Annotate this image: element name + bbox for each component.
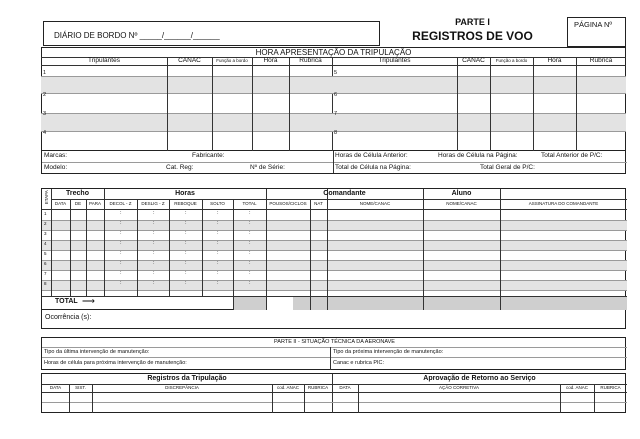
time-colon: :	[120, 210, 122, 216]
time-colon: :	[249, 250, 251, 256]
time-colon: :	[185, 220, 187, 226]
page-title: REGISTROS DE VOO	[412, 29, 533, 43]
col-decol: DECOL - Z	[109, 201, 132, 206]
serie-label: Nº de Série:	[250, 164, 285, 171]
part2-title: PARTE II - SITUAÇÃO TÉCNICA DA AERONAVE	[274, 339, 395, 345]
time-colon: :	[249, 260, 251, 266]
horas-celula-anterior: Horas de Célula Anterior:	[335, 152, 408, 159]
col-horas: Horas	[175, 190, 195, 197]
time-colon: :	[120, 230, 122, 236]
time-colon: :	[153, 270, 155, 276]
time-colon: :	[217, 270, 219, 276]
fabricante-label: Fabricante:	[192, 152, 225, 159]
time-colon: :	[249, 210, 251, 216]
col-reboque: REBOQUE	[174, 201, 197, 206]
reg-col-data: DATA	[49, 385, 62, 390]
time-colon: :	[185, 250, 187, 256]
col-etapa: ETAPA	[43, 190, 49, 205]
total-anterior-pic: Total Anterior de P/C:	[541, 152, 603, 159]
flight-row-number: 2	[44, 221, 47, 226]
time-colon: :	[153, 250, 155, 256]
col-hora: Hora	[547, 57, 562, 64]
col-pousos: POUSOS/CICLOS	[269, 201, 307, 206]
ocorrencia-label: Ocorrência (s):	[45, 314, 92, 321]
time-colon: :	[249, 270, 251, 276]
reg-col-discrepancia: DISCREPÂNCIA	[165, 385, 199, 390]
time-colon: :	[153, 220, 155, 226]
time-colon: :	[120, 240, 122, 246]
time-colon: :	[185, 230, 187, 236]
time-colon: :	[185, 270, 187, 276]
time-colon: :	[185, 280, 187, 286]
flight-row-number: 4	[44, 241, 47, 246]
col-nat: NAT	[314, 201, 323, 206]
time-colon: :	[185, 240, 187, 246]
col-comandante: Comandante	[323, 190, 366, 197]
apr-col-rubrica: RUBRICA	[600, 385, 621, 390]
time-colon: :	[153, 260, 155, 266]
col-hora: Hora	[263, 57, 278, 64]
crew-title: HORA APRESENTAÇÃO DA TRIPULAÇÃO	[255, 48, 412, 57]
crew-row-number: 1	[43, 70, 47, 76]
reg-col-sist: SIST.	[75, 385, 86, 390]
col-nome-canac: NOME/CANAC	[359, 201, 391, 206]
crew-left	[41, 57, 332, 151]
crew-row-number: 8	[334, 130, 338, 136]
flights-table	[41, 188, 626, 310]
col-de: DE	[74, 201, 82, 206]
crew-row-number: 7	[334, 111, 338, 117]
time-colon: :	[153, 230, 155, 236]
crew-row-number: 6	[334, 92, 338, 98]
col-rubrica: Rubrica	[299, 57, 322, 64]
aircraft-info	[41, 151, 626, 174]
time-colon: :	[120, 260, 122, 266]
diario-label: DIÁRIO DE BORDO Nº _____/______/______	[54, 31, 220, 40]
modelo-label: Modelo:	[44, 164, 68, 171]
time-colon: :	[217, 220, 219, 226]
col-tripulantes: Tripulantes	[378, 57, 411, 64]
time-colon: :	[153, 240, 155, 246]
proxima-intervencao: Tipo da próxima intervenção de manutenção:	[333, 349, 444, 355]
apr-col-cod-anac: cod. ANAC	[565, 385, 588, 390]
page-number-label: PÁGINA Nº	[574, 20, 613, 29]
marcas-label: Marcas:	[44, 152, 68, 159]
crew-right	[332, 57, 626, 151]
time-colon: :	[120, 250, 122, 256]
time-colon: :	[153, 210, 155, 216]
registros-title: Registros da Tripulação	[147, 375, 227, 382]
time-colon: :	[249, 280, 251, 286]
crew-row-number: 3	[43, 111, 47, 117]
time-colon: :	[185, 210, 187, 216]
part-label: PARTE I	[455, 17, 490, 27]
apr-col-acao: AÇÃO CORRETIVA	[439, 385, 479, 390]
time-colon: :	[120, 280, 122, 286]
crew-row-number: 2	[43, 92, 47, 98]
horas-celula-proxima: Horas de célula para próxima intervenção de manutenção:	[44, 360, 187, 366]
reg-col-rubrica: RUBRICA	[307, 385, 329, 390]
registros-box	[41, 373, 626, 413]
col-aluno: Aluno	[451, 190, 472, 197]
col-rubrica: Rubrica	[589, 57, 613, 64]
time-colon: :	[249, 240, 251, 246]
time-colon: :	[217, 260, 219, 266]
time-colon: :	[249, 230, 251, 236]
col-tripulantes: Tripulantes	[88, 57, 120, 64]
flight-row-number: 3	[44, 231, 47, 236]
time-colon: :	[217, 230, 219, 236]
col-para: PARA	[89, 201, 101, 206]
col-canac: CANAC	[462, 57, 485, 64]
crew-row-number: 4	[43, 130, 47, 136]
col-total: TOTAL	[242, 201, 257, 206]
col-funcao: Função a bordo	[216, 58, 248, 63]
time-colon: :	[249, 220, 251, 226]
col-solto: SOLTO	[210, 201, 225, 206]
apr-col-data: DATA	[339, 385, 351, 390]
reg-col-cod-anac: cod. ANAC	[276, 385, 299, 390]
horas-celula-pagina: Horas de Célula na Página:	[438, 152, 518, 159]
total-label: TOTAL	[55, 298, 78, 305]
col-funcao: Função a bordo	[495, 58, 528, 63]
time-colon: :	[217, 240, 219, 246]
flight-row-number: 8	[44, 281, 47, 286]
part2-box	[41, 337, 626, 370]
crew-row-number: 5	[334, 70, 338, 76]
flight-row-number: 1	[44, 211, 47, 216]
time-colon: :	[120, 270, 122, 276]
col-assinatura: ASSINATURA DO COMANDANTE	[528, 201, 599, 206]
time-colon: :	[185, 260, 187, 266]
canac-rubrica-pic: Canac e rubrica PIC:	[333, 360, 385, 366]
time-colon: :	[120, 220, 122, 226]
col-data: DATA	[54, 201, 67, 206]
col-trecho: Trecho	[66, 190, 89, 197]
total-arrow-icon: ⟶	[82, 296, 95, 306]
ultima-intervencao: Tipo da última intervenção de manutenção:	[44, 349, 150, 355]
col-deslig: DESLIG - Z	[141, 201, 165, 206]
col-aluno-nome-canac: NOME/CANAC	[446, 201, 477, 206]
time-colon: :	[217, 280, 219, 286]
flight-row-number: 7	[44, 271, 47, 276]
cat-reg-label: Cat. Reg:	[166, 164, 194, 171]
col-canac: CANAC	[178, 57, 201, 64]
time-colon: :	[153, 280, 155, 286]
ocorrencia-box	[41, 310, 626, 329]
time-colon: :	[217, 250, 219, 256]
total-celula-pagina: Total de Célula na Página:	[335, 164, 411, 171]
total-geral-pic: Total Geral de P/C:	[480, 164, 535, 171]
flight-row-number: 6	[44, 261, 47, 266]
aprovacao-title: Aprovação de Retorno ao Serviço	[423, 375, 536, 382]
time-colon: :	[217, 210, 219, 216]
flight-row-number: 5	[44, 251, 47, 256]
